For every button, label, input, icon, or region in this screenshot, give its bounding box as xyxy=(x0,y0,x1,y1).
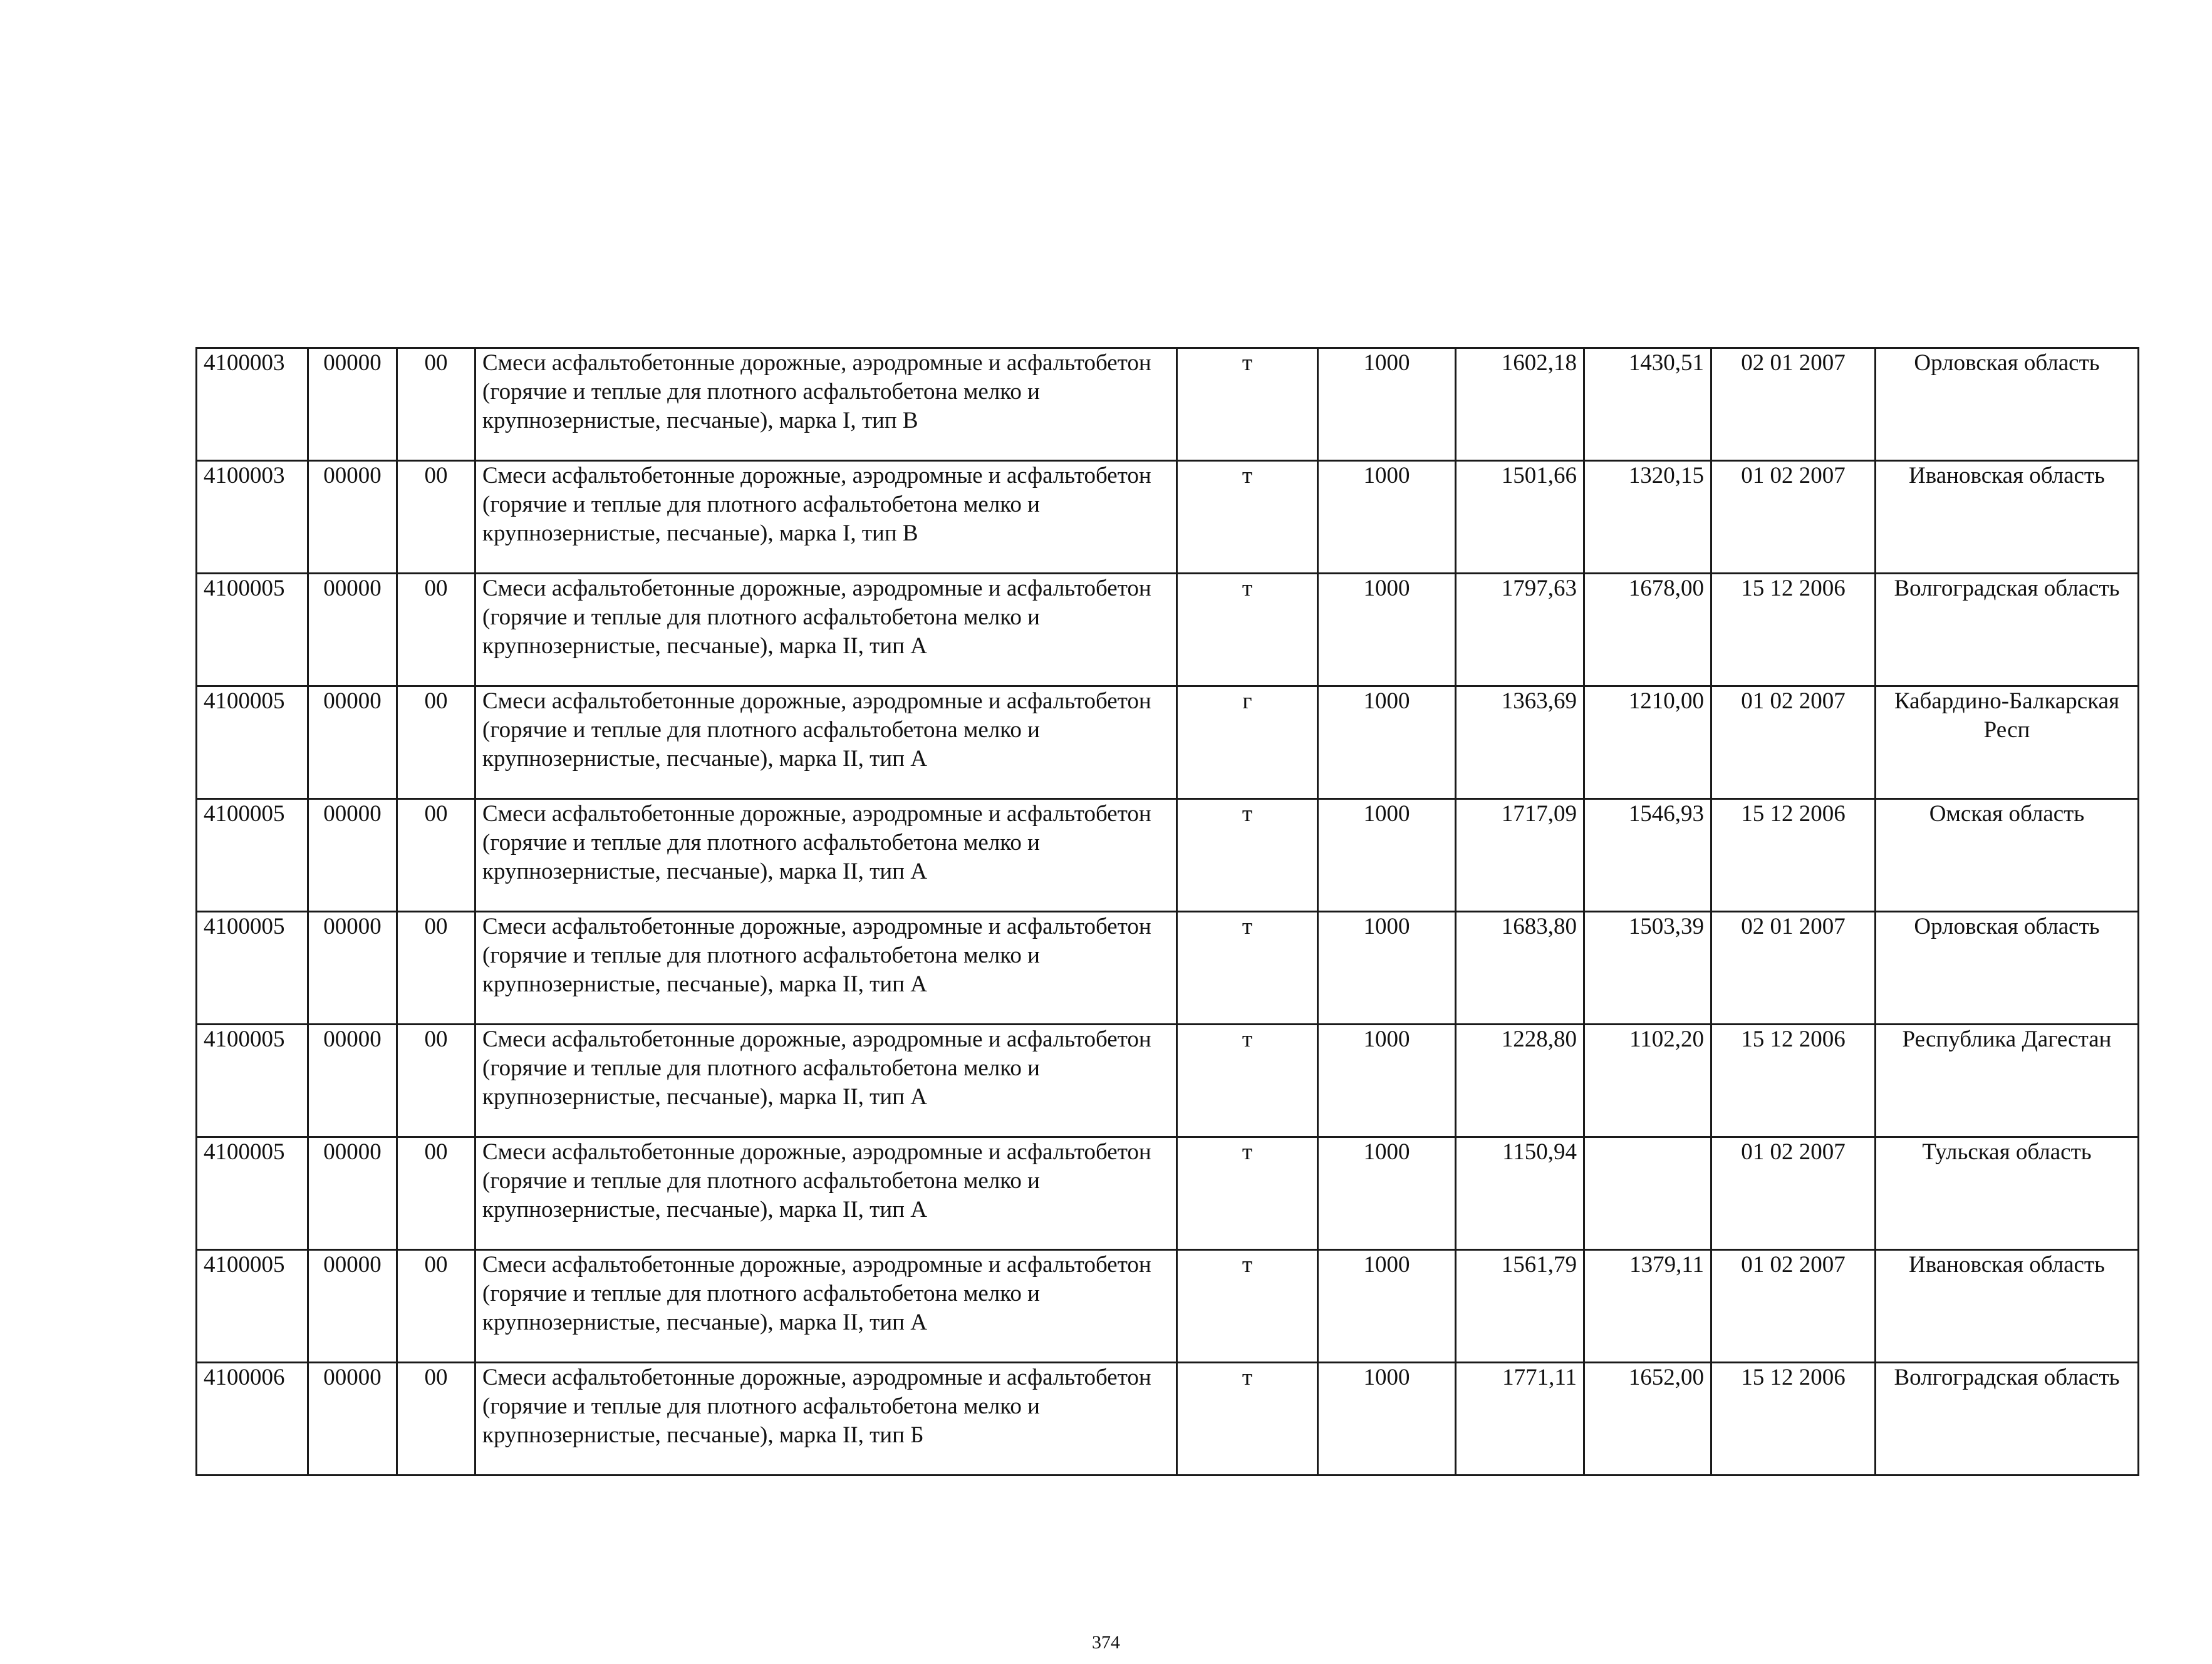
price-with-vat-cell: 1561,79 xyxy=(1456,1250,1584,1363)
table-row xyxy=(197,461,2139,574)
quantity-cell: 1000 xyxy=(1318,1025,1456,1137)
unit-cell: т xyxy=(1177,799,1318,912)
material-code-cell: 4100006 xyxy=(197,1363,308,1475)
region-cell: Орловская область xyxy=(1876,348,2139,461)
modifier-code-cell: 00 xyxy=(397,348,475,461)
price-with-vat-cell: 1228,80 xyxy=(1456,1025,1584,1137)
price-cell: 1379,11 xyxy=(1584,1250,1711,1363)
modifier-code-cell: 00 xyxy=(397,912,475,1025)
date-cell: 01 02 2007 xyxy=(1711,1250,1876,1363)
modifier-code-cell: 00 xyxy=(397,1363,475,1475)
date-cell: 01 02 2007 xyxy=(1711,461,1876,574)
date-cell: 02 01 2007 xyxy=(1711,912,1876,1025)
material-code-cell: 4100005 xyxy=(197,686,308,799)
price-with-vat-cell: 1150,94 xyxy=(1456,1137,1584,1250)
table-body xyxy=(197,348,2139,1475)
material-code-cell: 4100005 xyxy=(197,912,308,1025)
region-cell: Ивановская область xyxy=(1876,461,2139,574)
unit-cell: т xyxy=(1177,912,1318,1025)
subcode-cell: 00000 xyxy=(308,1137,397,1250)
material-name-cell: Смеси асфальтобетонные дорожные, аэродромные и асфальтобетон (горячие и теплые для плотного асфальтобетона мелко и крупнозернистые, песчаные), марка II, тип А xyxy=(475,1137,1177,1250)
subcode-cell: 00000 xyxy=(308,574,397,686)
unit-cell: т xyxy=(1177,1250,1318,1363)
modifier-code-cell: 00 xyxy=(397,1250,475,1363)
table-row xyxy=(197,1250,2139,1363)
quantity-cell: 1000 xyxy=(1318,1137,1456,1250)
table-row xyxy=(197,799,2139,912)
table-row xyxy=(197,1137,2139,1250)
subcode-cell: 00000 xyxy=(308,686,397,799)
region-cell: Орловская область xyxy=(1876,912,2139,1025)
region-cell: Ивановская область xyxy=(1876,1250,2139,1363)
region-cell: Республика Дагестан xyxy=(1876,1025,2139,1137)
modifier-code-cell: 00 xyxy=(397,686,475,799)
unit-cell: т xyxy=(1177,348,1318,461)
unit-cell: т xyxy=(1177,1137,1318,1250)
date-cell: 15 12 2006 xyxy=(1711,799,1876,912)
price-cell: 1503,39 xyxy=(1584,912,1711,1025)
modifier-code-cell: 00 xyxy=(397,799,475,912)
price-cell: 1546,93 xyxy=(1584,799,1711,912)
table-row xyxy=(197,1363,2139,1475)
quantity-cell: 1000 xyxy=(1318,574,1456,686)
quantity-cell: 1000 xyxy=(1318,686,1456,799)
unit-cell: т xyxy=(1177,1363,1318,1475)
page-number: 374 xyxy=(1092,1632,1120,1653)
price-cell: 1320,15 xyxy=(1584,461,1711,574)
material-code-cell: 4100003 xyxy=(197,461,308,574)
material-code-cell: 4100005 xyxy=(197,799,308,912)
price-with-vat-cell: 1602,18 xyxy=(1456,348,1584,461)
subcode-cell: 00000 xyxy=(308,799,397,912)
date-cell: 02 01 2007 xyxy=(1711,348,1876,461)
table-row xyxy=(197,574,2139,686)
material-code-cell: 4100005 xyxy=(197,1250,308,1363)
price-cell: 1430,51 xyxy=(1584,348,1711,461)
region-cell: Волгоградская область xyxy=(1876,1363,2139,1475)
date-cell: 15 12 2006 xyxy=(1711,1025,1876,1137)
price-with-vat-cell: 1363,69 xyxy=(1456,686,1584,799)
quantity-cell: 1000 xyxy=(1318,912,1456,1025)
date-cell: 01 02 2007 xyxy=(1711,1137,1876,1250)
material-code-cell: 4100005 xyxy=(197,1137,308,1250)
modifier-code-cell: 00 xyxy=(397,574,475,686)
subcode-cell: 00000 xyxy=(308,1025,397,1137)
material-name-cell: Смеси асфальтобетонные дорожные, аэродромные и асфальтобетон (горячие и теплые для плотного асфальтобетона мелко и крупнозернистые, песчаные), марка II, тип А xyxy=(475,1025,1177,1137)
price-with-vat-cell: 1717,09 xyxy=(1456,799,1584,912)
material-name-cell: Смеси асфальтобетонные дорожные, аэродромные и асфальтобетон (горячие и теплые для плотного асфальтобетона мелко и крупнозернистые, песчаные), марка II, тип А xyxy=(475,574,1177,686)
unit-cell: т xyxy=(1177,574,1318,686)
price-cell xyxy=(1584,1137,1711,1250)
date-cell: 01 02 2007 xyxy=(1711,686,1876,799)
unit-cell: т xyxy=(1177,1025,1318,1137)
quantity-cell: 1000 xyxy=(1318,1363,1456,1475)
quantity-cell: 1000 xyxy=(1318,799,1456,912)
price-cell: 1678,00 xyxy=(1584,574,1711,686)
price-cell: 1102,20 xyxy=(1584,1025,1711,1137)
price-with-vat-cell: 1683,80 xyxy=(1456,912,1584,1025)
subcode-cell: 00000 xyxy=(308,1363,397,1475)
material-name-cell: Смеси асфальтобетонные дорожные, аэродромные и асфальтобетон (горячие и теплые для плотного асфальтобетона мелко и крупнозернистые, песчаные), марка II, тип А xyxy=(475,799,1177,912)
subcode-cell: 00000 xyxy=(308,912,397,1025)
region-cell: Тульская область xyxy=(1876,1137,2139,1250)
modifier-code-cell: 00 xyxy=(397,1137,475,1250)
unit-cell: т xyxy=(1177,461,1318,574)
subcode-cell: 00000 xyxy=(308,348,397,461)
region-cell: Омская область xyxy=(1876,799,2139,912)
material-name-cell: Смеси асфальтобетонные дорожные, аэродромные и асфальтобетон (горячие и теплые для плотного асфальтобетона мелко и крупнозернистые, песчаные), марка I, тип В xyxy=(475,348,1177,461)
region-cell: Волгоградская область xyxy=(1876,574,2139,686)
price-table xyxy=(195,347,2139,1476)
material-name-cell: Смеси асфальтобетонные дорожные, аэродромные и асфальтобетон (горячие и теплые для плотного асфальтобетона мелко и крупнозернистые, песчаные), марка II, тип А xyxy=(475,686,1177,799)
date-cell: 15 12 2006 xyxy=(1711,1363,1876,1475)
quantity-cell: 1000 xyxy=(1318,348,1456,461)
price-with-vat-cell: 1771,11 xyxy=(1456,1363,1584,1475)
table-row xyxy=(197,1025,2139,1137)
table-row xyxy=(197,912,2139,1025)
subcode-cell: 00000 xyxy=(308,1250,397,1363)
material-code-cell: 4100005 xyxy=(197,574,308,686)
material-name-cell: Смеси асфальтобетонные дорожные, аэродромные и асфальтобетон (горячие и теплые для плотного асфальтобетона мелко и крупнозернистые, песчаные), марка I, тип В xyxy=(475,461,1177,574)
date-cell: 15 12 2006 xyxy=(1711,574,1876,686)
material-name-cell: Смеси асфальтобетонные дорожные, аэродромные и асфальтобетон (горячие и теплые для плотного асфальтобетона мелко и крупнозернистые, песчаные), марка II, тип А xyxy=(475,912,1177,1025)
price-with-vat-cell: 1797,63 xyxy=(1456,574,1584,686)
material-code-cell: 4100003 xyxy=(197,348,308,461)
quantity-cell: 1000 xyxy=(1318,1250,1456,1363)
price-cell: 1210,00 xyxy=(1584,686,1711,799)
subcode-cell: 00000 xyxy=(308,461,397,574)
price-cell: 1652,00 xyxy=(1584,1363,1711,1475)
region-cell: Кабардино-Балкарская Респ xyxy=(1876,686,2139,799)
unit-cell: г xyxy=(1177,686,1318,799)
table-row xyxy=(197,348,2139,461)
material-name-cell: Смеси асфальтобетонные дорожные, аэродромные и асфальтобетон (горячие и теплые для плотного асфальтобетона мелко и крупнозернистые, песчаные), марка II, тип А xyxy=(475,1250,1177,1363)
quantity-cell: 1000 xyxy=(1318,461,1456,574)
material-code-cell: 4100005 xyxy=(197,1025,308,1137)
price-with-vat-cell: 1501,66 xyxy=(1456,461,1584,574)
modifier-code-cell: 00 xyxy=(397,461,475,574)
material-name-cell: Смеси асфальтобетонные дорожные, аэродромные и асфальтобетон (горячие и теплые для плотного асфальтобетона мелко и крупнозернистые, песчаные), марка II, тип Б xyxy=(475,1363,1177,1475)
modifier-code-cell: 00 xyxy=(397,1025,475,1137)
table-row xyxy=(197,686,2139,799)
